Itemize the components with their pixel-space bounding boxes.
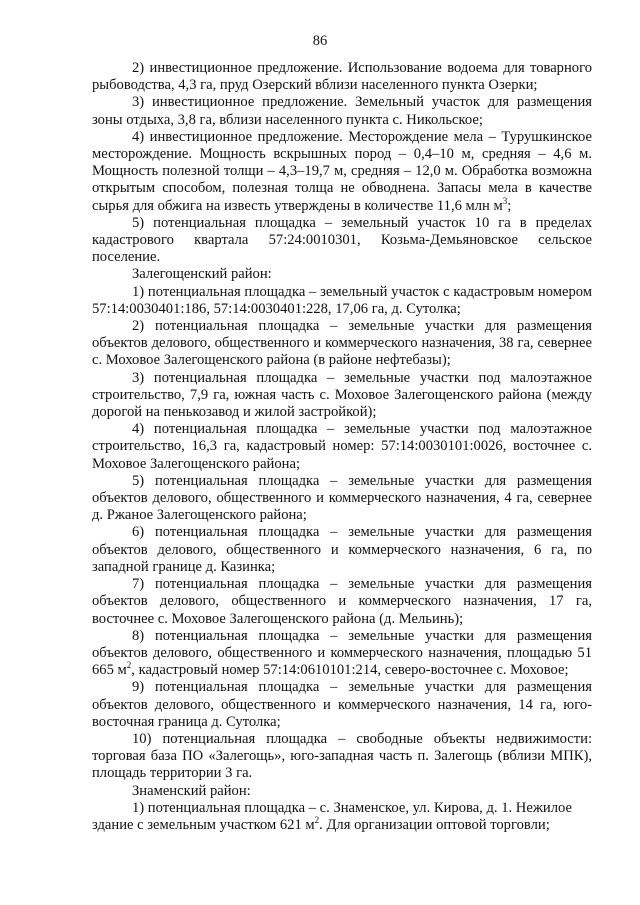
paragraph: 4) инвестиционное предложение. Месторождение мела – Турушкинское месторождение. Мощность вскрышных пород – 0,4–10 м, средняя – 4,6 м. Мощность полезной толщи – 4,3–19,7 м, средняя – 12,0 м. Обработка возможна открытым способом, полезная толща не обводнена. Запасы мела в качестве сырья для обжига на известь утверждены в количестве 11,6 млн $м^3$; [92,128,592,214]
paragraph: 8) потенциальная площадка – земельные участки для размещения объектов делового, общественного и коммерческого назначения, площадью 51 665 $м^2$, кадастровый номер 57:14:0610101:214, северо-восточнее с. Моховое; [92,627,592,679]
paragraph: 6) потенциальная площадка – земельные участки для размещения объектов делового, общественного и коммерческого назначения, 6 га, по западной границе д. Казинка; [92,524,592,575]
paragraph: 1) потенциальная площадка – с. Знаменское, ул. Кирова, д. 1. Нежилое здание с земельным участком 621 $м^2$. Для организации оптовой торговли; [92,799,572,833]
paragraph: 3) потенциальная площадка – земельные участки под малоэтажное строительство, 7,9 га, южная часть с. Моховое Залегощенского района (между дорогой на пенькозавод и жилой застройкой); [92,369,592,421]
paragraph: 1) потенциальная площадка – земельный участок с кадастровым номером 57:14:0030401:186, 57:14:0030401:228, 17,06 га, д. Сутолка; [92,283,592,317]
superscript: 2 [126,660,132,671]
paragraph: 5) потенциальная площадка – земельный участок 10 га в пределах кадастрового квартала 57:24:0010301, Козьма-Демьяновское сельское поселение. [92,214,592,266]
section-heading: Залегощенский район: [132,266,272,283]
paragraph: 7) потенциальная площадка – земельные участки для размещения объектов делового, общественного и коммерческого назначения, 17 га, восточнее с. Моховое Залегощенского района (д. Мельинь); [92,576,592,627]
page-number: 86 [312,33,328,49]
paragraph: 9) потенциальная площадка – земельные участки для размещения объектов делового, общественного и коммерческого назначения, 14 га, юго-восточная граница д. Сутолка; [92,679,592,730]
paragraph: 5) потенциальная площадка – земельные участки для размещения объектов делового, общественного и коммерческого назначения, 4 га, севернее д. Ржаное Залегощенского района; [92,472,592,524]
paragraph: 4) потенциальная площадка – земельные участки под малоэтажное строительство, 16,3 га, кадастровый номер: 57:14:0030101:0026, восточнее с. Моховое Залегощенского района; [92,421,592,472]
paragraph: 2) инвестиционное предложение. Использование водоема для товарного рыбоводства, 4,3 га, пруд Озерский вблизи населенного пункта Озерки; [92,60,592,94]
superscript: 3 [502,195,508,206]
paragraph: 10) потенциальная площадка – свободные объекты недвижимости: торговая база ПО «Залегощь», юго-западная часть п. Залегощь (вблизи МПК), площадь территории 3 га. [92,730,592,782]
document-body [92,60,592,834]
section-heading: Знаменский район: [132,782,251,799]
superscript: 2 [314,814,320,825]
paragraph: 3) инвестиционное предложение. Земельный участок для размещения зоны отдыха, 3,8 га, вблизи населенного пункта с. Никольское; [92,94,592,128]
paragraph: 2) потенциальная площадка – земельные участки для размещения объектов делового, общественного и коммерческого назначения, 38 га, севернее с. Моховое Залегощенского района (в районе нефтебазы); [92,318,592,369]
